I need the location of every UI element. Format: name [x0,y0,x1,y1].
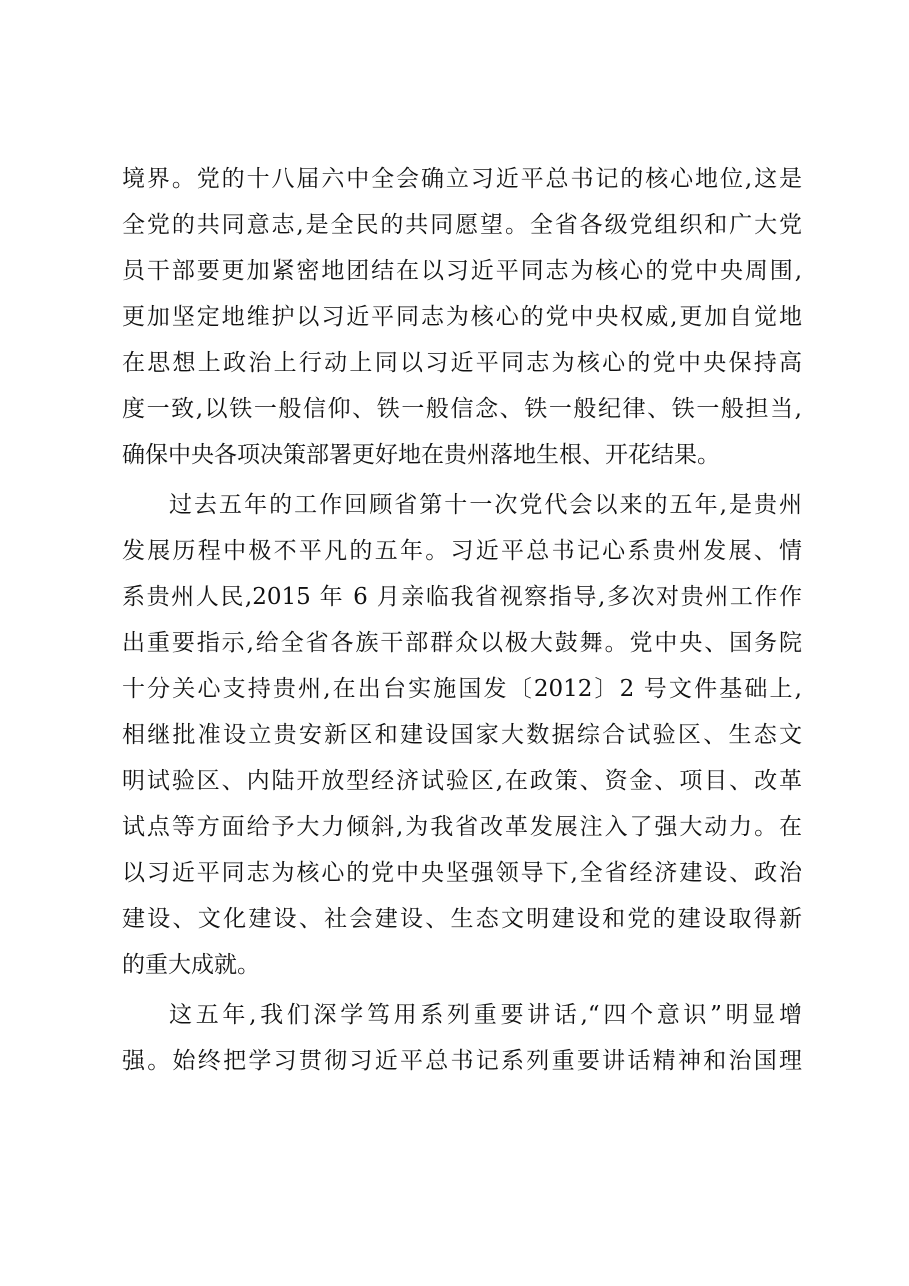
body-text [122,156,802,1084]
text-line: 的重大成就。 [122,952,260,978]
text-line: 相继批准设立贵安新区和建设国家大数据综合试验区、生态文 [122,722,802,748]
text-line: 这五年,我们深学笃用系列重要讲话,“四个意识”明显增 [169,1002,802,1028]
text-line: 度一致,以铁一般信仰、铁一般信念、铁一般纪律、铁一般担当, [122,396,802,422]
paragraph [122,482,802,988]
text-line: 确保中央各项决策部署更好地在贵州落地生根、开花结果。 [122,442,720,468]
text-line: 全党的共同意志,是全民的共同愿望。全省各级党组织和广大党 [122,212,802,238]
text-line: 试点等方面给予大力倾斜,为我省改革发展注入了强大动力。在 [122,814,802,840]
text-line: 强。始终把学习贯彻习近平总书记系列重要讲话精神和治国理 [122,1048,802,1074]
text-line: 过去五年的工作回顾省第十一次党代会以来的五年,是贵州 [169,492,802,518]
text-line: 在思想上政治上行动上同以习近平同志为核心的党中央保持高 [122,350,802,376]
text-line: 建设、文化建设、社会建设、生态文明建设和党的建设取得新 [122,906,802,932]
text-line: 境界。党的十八届六中全会确立习近平总书记的核心地位,这是 [122,166,802,192]
paragraph [122,992,802,1084]
text-line: 出重要指示,给全省各族干部群众以极大鼓舞。党中央、国务院 [122,630,802,656]
text-line: 系贵州人民,2015 年 6 月亲临我省视察指导,多次对贵州工作作 [122,584,802,610]
text-line: 十分关心支持贵州,在出台实施国发〔2012〕2 号文件基础上, [122,676,802,702]
text-line: 以习近平同志为核心的党中央坚强领导下,全省经济建设、政治 [122,860,802,886]
text-line: 更加坚定地维护以习近平同志为核心的党中央权威,更加自觉地 [122,304,802,330]
text-line: 明试验区、内陆开放型经济试验区,在政策、资金、项目、改革 [122,768,802,794]
paragraph [122,156,802,478]
text-line: 发展历程中极不平凡的五年。习近平总书记心系贵州发展、情 [122,538,802,564]
text-line: 员干部要更加紧密地团结在以习近平同志为核心的党中央周围, [122,258,802,284]
